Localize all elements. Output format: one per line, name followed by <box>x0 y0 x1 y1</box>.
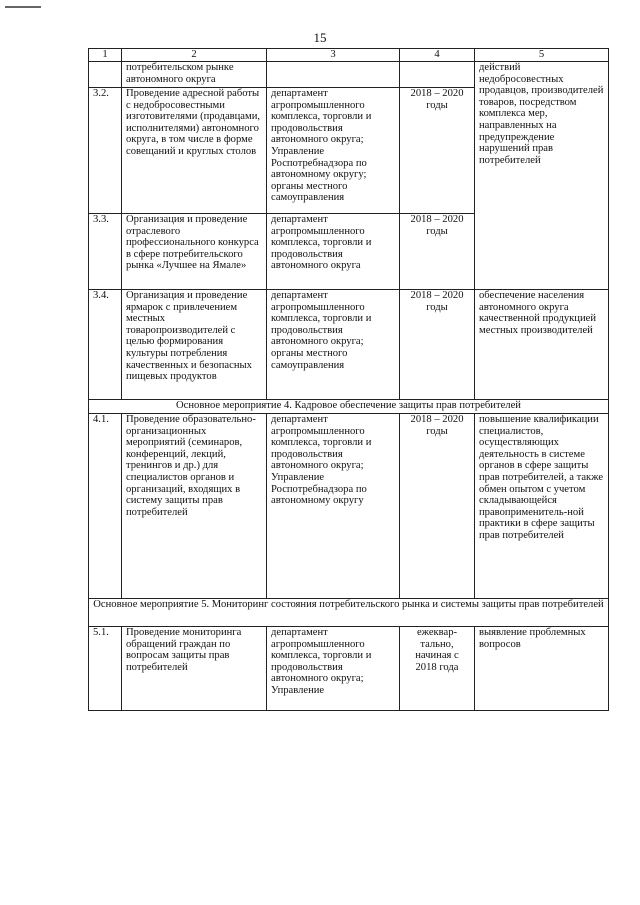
executor: департамент агропромышленного комплекса, торговли и продовольствия автономного округа; органы местного самоуправления <box>267 290 400 400</box>
period: 2018 – 2020 годы <box>400 88 475 214</box>
header-cell: 2 <box>122 49 267 62</box>
executor: департамент агропромышленного комплекса, торговли и продовольствия автономного округа; Управление Роспотребнадзора по автономному округу <box>267 414 400 599</box>
row-number: 3.3. <box>89 214 122 290</box>
measure-name: Организация и проведение отраслевого профессионального конкурса в сфере потребительского рынка «Лучшее на Ямале» <box>122 214 267 290</box>
section-row <box>89 599 609 627</box>
period <box>400 62 475 88</box>
row-number: 4.1. <box>89 414 122 599</box>
measures-table <box>88 48 609 711</box>
expected-result: действий недобросовестных продавцов, производителей товаров, посредством комплекса мер, направленных на предупреждение нарушений прав потребителей <box>475 62 609 290</box>
section-row <box>89 400 609 414</box>
row-number: 5.1. <box>89 627 122 711</box>
header-cell: 3 <box>267 49 400 62</box>
executor: департамент агропромышленного комплекса, торговли и продовольствия автономного округа <box>267 214 400 290</box>
row-number: 3.4. <box>89 290 122 400</box>
expected-result: выявление проблемных вопросов <box>475 627 609 711</box>
header-cell: 1 <box>89 49 122 62</box>
measure-name: Проведение мониторинга обращений граждан по вопросам защиты прав потребителей <box>122 627 267 711</box>
table-row <box>89 414 609 599</box>
header-cell: 4 <box>400 49 475 62</box>
row-number <box>89 62 122 88</box>
executor: департамент агропромышленного комплекса, торговли и продовольствия автономного округа; Управление <box>267 627 400 711</box>
scan-mark <box>5 6 41 8</box>
measure-name: Проведение адресной работы с недобросовестными изготовителями (продавцами, исполнителями) автономного округа, в том числе в форме совещаний и круглых столов <box>122 88 267 214</box>
table-row <box>89 290 609 400</box>
measure-name: Проведение образовательно-организационных мероприятий (семинаров, конференций, лекций, тренингов и др.) для специалистов органов и организаций, входящих в систему защиты прав потребителей <box>122 414 267 599</box>
period: 2018 – 2020 годы <box>400 214 475 290</box>
table-row <box>89 627 609 711</box>
executor <box>267 62 400 88</box>
measure-name: потребительском рынке автономного округа <box>122 62 267 88</box>
period: ежеквар-тально, начиная с 2018 года <box>400 627 475 711</box>
expected-result: обеспечение населения автономного округа качественной продукцией местных производителей <box>475 290 609 400</box>
executor: департамент агропромышленного комплекса, торговли и продовольствия автономного округа; Управление Роспотребнадзора по автономному округу; органы местного самоуправления <box>267 88 400 214</box>
header-cell: 5 <box>475 49 609 62</box>
section-title: Основное мероприятие 5. Мониторинг состояния потребительского рынка и системы защиты прав потребителей <box>89 599 609 627</box>
table-row <box>89 62 609 88</box>
period: 2018 – 2020 годы <box>400 414 475 599</box>
row-number: 3.2. <box>89 88 122 214</box>
header-row <box>89 49 609 62</box>
section-title: Основное мероприятие 4. Кадровое обеспечение защиты прав потребителей <box>89 400 609 414</box>
period: 2018 – 2020 годы <box>400 290 475 400</box>
measure-name: Организация и проведение ярмарок с привлечением местных товаропроизводителей с целью формирования культуры потребления качественных и безопасных пищевых продуктов <box>122 290 267 400</box>
page-number: 15 <box>313 30 327 45</box>
expected-result: повышение квалификации специалистов, осуществляющих деятельность в системе органов в сфере защиты прав потребителей, а также обмен опытом с учетом складывающейся правоприменитель-ной практики в сфере защиты прав потребителей <box>475 414 609 599</box>
